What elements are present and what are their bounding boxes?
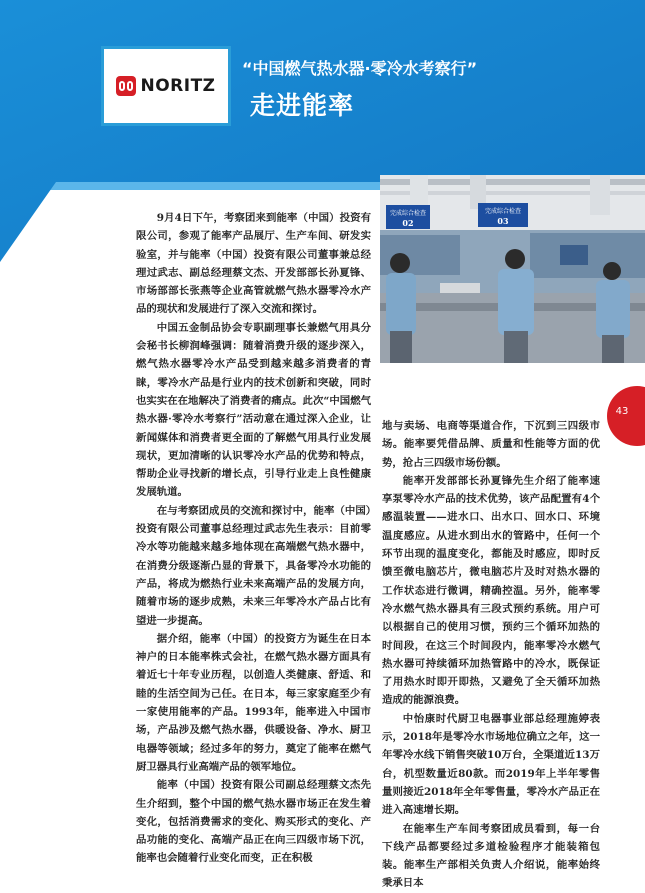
photo-sign-left-text: 完成综合检查 [389, 210, 427, 217]
photo-sign-right-text: 完成综合检查 [484, 208, 522, 215]
article-column-left [136, 209, 371, 868]
article-paragraph: 能率（中国）投资有限公司副总经理蔡文杰先生介绍到，整个中国的燃气热水器市场正在发生着变化，包括消费需求的变化、购买形式的变化、产品功能的变化、高端产品正在向三四级市场下沉，能率也会随着行业变化而变，正在积极 [136, 779, 371, 865]
article-paragraph: 9月4日下午，考察团来到能率（中国）投资有限公司，参观了能率产品展厅、生产车间、研发实验室，并与能率（中国）投资有限公司董事兼总经理过武志、副总经理蔡文杰、开发部部长孙夏锋、市场部部长张燕等企业高管就燃气热水器零冷水产品的现状和发展进行了深入交流和探讨。 [136, 212, 371, 316]
series-title: “中国燃气热水器·零冷水考察行” [242, 59, 478, 78]
page-number: 43 [615, 406, 629, 417]
article-paragraph: 中怡康时代厨卫电器事业部总经理施婷表示，2018年是零冷水市场地位确立之年，这一年零冷水线下销售突破10万台，全渠道近13万台，机型数量近80款。而2019年上半年零售量则接近2018年全年零售量，零冷水产品正在进入高速增长期。 [382, 712, 600, 817]
article-paragraph: 在与考察团成员的交流和探讨中，能率（中国）投资有限公司董事总经理过武志先生表示：目前零冷水等功能越来越多地体现在高端燃气热水器中，在消费分级逐渐凸显的背景下，具备零冷水功能的产品，将成为燃热行业未来高端产品的发展方向，随着市场的逐步成熟，未来三年零冷水产品占比有望进一步提高。 [136, 504, 371, 627]
brand-logo [101, 46, 231, 126]
article-column-right [382, 417, 600, 893]
article-title: 走进能率 [250, 91, 355, 120]
article-paragraph: 据介绍，能率（中国）的投资方为诞生在日本神户的日本能率株式会社，在燃气热水器方面具有着近七十年专业历程，以创造人类健康、舒适、和睦的生活空间为己任。在日本，每三家家庭至少有一家使用能率的产品。1993年，能率进入中国市场，产品涉及燃气热水器，供暖设备、净水、厨卫电器等领域；经过多年的努力，奠定了能率在燃气厨卫器具行业高端产品的领军地位。 [136, 632, 371, 773]
photo-sign-right-number: 03 [497, 216, 509, 226]
article-paragraph: 能率开发部部长孙夏锋先生介绍了能率速享泵零冷水产品的技术优势，该产品配置有4个感温装置——进水口、出水口、回水口、环境温度感应。从进水到出水的管路中，任何一个环节出现的温度变化，都能及时感应，即时反馈至微电脑芯片，微电脑芯片及时对热水器的工作状态进行微调，精确控温。另外，能率零冷水燃气热水器具有三段式预约系统。用户可以根据自己的使用习惯，预约三个循环加热的时间段，在这三个时间段内，能率零冷水燃气热水器可持续循环加热管路中的冷水，既保证了用热水时即开即热，又避免了全天循环加热造成的能源浪费。 [382, 474, 600, 707]
noritz-logo-icon [116, 76, 136, 96]
article-paragraph: 在能率生产车间考察团成员看到，每一台下线产品都要经过多道检验程序才能装箱包装。能率生产部相关负责人介绍说，能率始终秉承日本 [382, 822, 600, 890]
brand-logo-text: NORITZ [140, 76, 216, 96]
article-paragraph: 中国五金制品协会专职副理事长兼燃气用具分会秘书长柳润峰强调：随着消费升级的逐步深入，燃气热水器零冷水产品受到越来越多消费者的青睐，零冷水产品是行业内的技术创新和突破，同时也实实在在地解决了消费者的痛点。此次“中国燃气热水器·零冷水考察行”活动意在通过深入企业，让新闻媒体和消费者更全面的了解燃气用具行业发展现状，更加清晰的认识零冷水产品的优势和特点，帮助企业寻找新的增长点，引导行业走上良性健康发展轨道。 [136, 321, 371, 499]
photo-sign-left-number: 02 [402, 218, 414, 228]
article-paragraph-continued: 地与卖场、电商等渠道合作，下沉到三四级市场。能率要凭借品牌、质量和性能等方面的优势，抢占三四级市场份额。 [382, 420, 600, 469]
factory-photo [380, 175, 645, 363]
